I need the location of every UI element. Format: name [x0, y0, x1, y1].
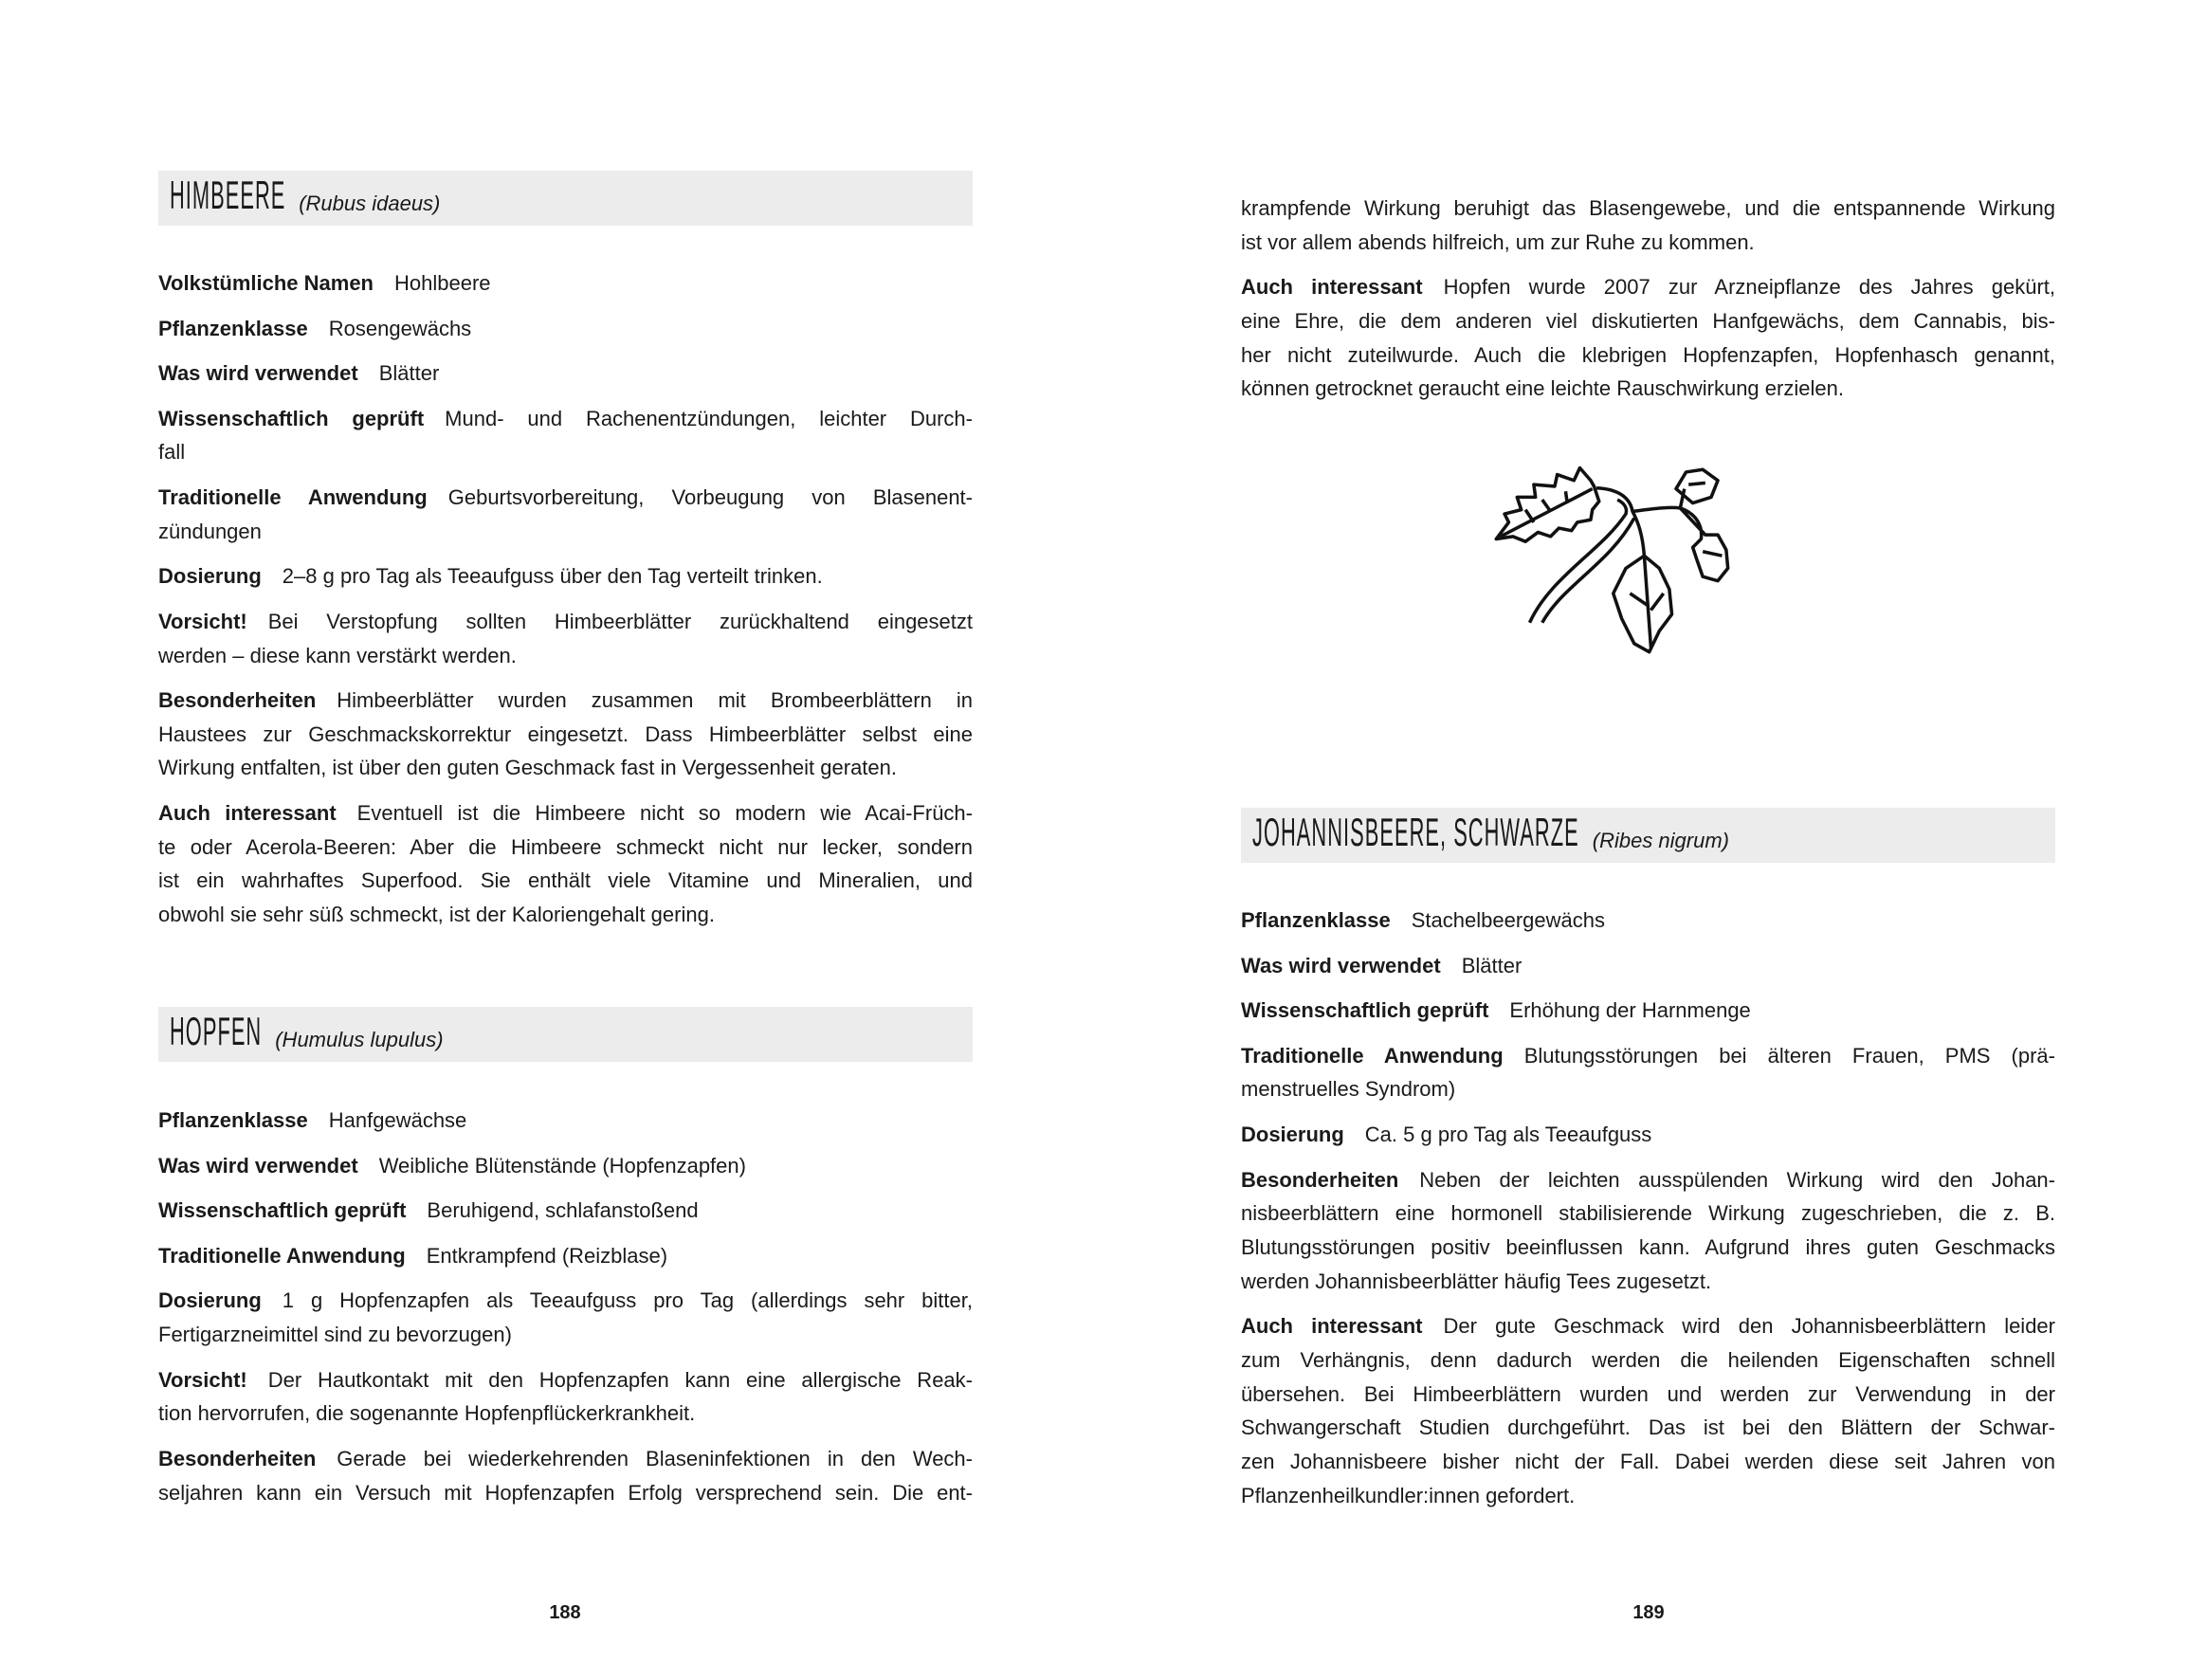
entry-text: Blätter — [1461, 953, 1522, 977]
entry-line — [158, 1476, 973, 1510]
entry-label: Was wird verwendet — [158, 1153, 358, 1178]
hop-branch-illustration — [1484, 450, 1768, 678]
entry-line — [1241, 270, 2055, 304]
entry-line — [158, 898, 973, 932]
entry-text: Stachelbeergewächs — [1411, 908, 1605, 932]
entry-text: Pflanzenheilkundler:innen gefordert. — [1241, 1483, 1576, 1507]
entry-line — [158, 266, 973, 301]
entry-text: können getrocknet geraucht eine leichte Rauschwirkung erzielen. — [1241, 376, 1844, 401]
section-title: HIMBEERE — [170, 173, 286, 217]
entry-text: ist vor allem abends hilfreich, um zur Ruhe zu kommen. — [1241, 229, 1755, 254]
page-number-left: 188 — [549, 1602, 581, 1623]
entry-text: Eventuell ist die Himbeere nicht so modern wie Acai-Früch- — [356, 801, 973, 826]
entry-text: menstruelles Syndrom) — [1241, 1077, 1456, 1102]
entry-line — [1241, 1479, 2055, 1513]
entry-text: werden Johannisbeerblätter häufig Tees zugesetzt. — [1241, 1269, 1712, 1293]
entry-line — [158, 559, 973, 593]
entry-line — [1241, 994, 2055, 1028]
entry-line — [1241, 192, 2055, 226]
entry-text: Blätter — [378, 361, 440, 386]
entry-text: seljahren kann ein Versuch mit Hopfenzapfen Erfolg versprechend sein. Die ent- — [158, 1480, 973, 1505]
entry-text: Beruhigend, schlafanstoßend — [427, 1198, 699, 1223]
latin-name: (Rubus idaeus) — [299, 192, 441, 215]
section-header-johannisbeere — [1241, 808, 2055, 863]
entry-text: 1 g Hopfenzapfen als Teeaufguss pro Tag (allerdings sehr bitter, — [282, 1288, 973, 1313]
entries-hopfen — [158, 1104, 973, 1521]
entry — [158, 1194, 973, 1228]
entry-text: obwohl sie sehr süß schmeckt, ist der Kaloriengehalt gering. — [158, 903, 715, 927]
entry — [1241, 270, 2055, 406]
entry-text: Der Hautkontakt mit den Hopfenzapfen kann eine allergische Reak- — [267, 1367, 973, 1392]
entry-label: Dosierung — [158, 564, 262, 589]
entry-text: Himbeerblätter wurden zusammen mit Brombeerblättern in — [337, 688, 973, 713]
entry-line — [158, 312, 973, 346]
entry-line — [1241, 1163, 2055, 1197]
entry-label: Besonderheiten — [158, 688, 317, 713]
entry-text: zen Johannisbeere bisher nicht der Fall. Dabei werden diese seit Jahren von — [1241, 1449, 2055, 1473]
entry-line — [1241, 304, 2055, 338]
entry-line — [158, 402, 973, 436]
entry — [158, 312, 973, 346]
entry-line — [158, 751, 973, 785]
entry-line — [1241, 1118, 2055, 1152]
entry-text: her nicht zuteilwurde. Auch die klebrigen Hopfenzapfen, Hopfenhasch genannt, — [1241, 342, 2055, 367]
entry-text: Hanfgewächse — [328, 1108, 467, 1132]
entry-text: Neben der leichten ausspülenden Wirkung wird den Johan- — [1419, 1167, 2055, 1192]
entry-label: Was wird verwendet — [1241, 953, 1441, 977]
entry-label: Pflanzenklasse — [158, 316, 308, 340]
entry-line — [1241, 1231, 2055, 1265]
entry-line — [158, 1397, 973, 1431]
entry — [1241, 949, 2055, 983]
entry-line — [1241, 1411, 2055, 1445]
latin-name: (Humulus lupulus) — [275, 1028, 444, 1051]
entry-line — [158, 1363, 973, 1397]
entry-label: Traditionelle Anwendung — [158, 485, 428, 509]
entry-line — [1241, 1309, 2055, 1343]
entry-text: Hohlbeere — [394, 271, 491, 295]
entry-line — [1241, 904, 2055, 938]
entry-label: Wissenschaftlich geprüft — [158, 406, 425, 430]
entry-text: krampfende Wirkung beruhigt das Blasengewebe, und die entspannende Wirkung — [1241, 196, 2055, 220]
entry-label: Was wird verwendet — [158, 361, 358, 386]
entry-text: zum Verhängnis, denn dadurch werden die heilenden Eigenschaften schnell — [1241, 1347, 2055, 1372]
latin-name: (Ribes nigrum) — [1592, 829, 1730, 852]
entry-line — [1241, 1445, 2055, 1479]
entry-label: Traditionelle Anwendung — [158, 1243, 406, 1268]
entries-hopfen-continued — [1241, 192, 2055, 417]
entry — [1241, 1163, 2055, 1299]
entry-line — [1241, 1378, 2055, 1412]
entry — [158, 481, 973, 548]
entry-text: Fertigarzneimittel sind zu bevorzugen) — [158, 1323, 512, 1346]
entry-text: Blutungsstörungen bei älteren Frauen, PMS (prä- — [1523, 1043, 2055, 1068]
entry-line — [158, 1318, 973, 1352]
entry — [158, 402, 973, 469]
entry-line — [1241, 1072, 2055, 1106]
entry — [158, 1149, 973, 1183]
entry-label: Pflanzenklasse — [158, 1108, 308, 1132]
entry-label: Volkstümliche Namen — [158, 271, 374, 295]
entry-line — [1241, 1265, 2055, 1299]
section-header-hopfen — [158, 1007, 973, 1062]
entry-text: Geburtsvorbereitung, Vorbeugung von Blasenent- — [447, 485, 973, 509]
entry-line — [158, 1284, 973, 1318]
entry-text: fall — [158, 440, 186, 465]
entry-text: Ca. 5 g pro Tag als Teeaufguss — [1364, 1123, 1652, 1146]
entry-line — [1241, 1039, 2055, 1073]
entry-line — [1241, 338, 2055, 373]
entry — [158, 684, 973, 785]
entry-text: Wirkung entfalten, ist über den guten Geschmack fast in Vergessenheit geraten. — [158, 756, 898, 780]
entries-himbeere — [158, 266, 973, 943]
entry-text: Hopfen wurde 2007 zur Arzneipflanze des Jahres gekürt, — [1443, 275, 2055, 300]
entry-label: Dosierung — [1241, 1123, 1344, 1146]
entry — [1241, 1039, 2055, 1106]
entry — [158, 266, 973, 301]
entry-line — [1241, 226, 2055, 260]
entry — [158, 559, 973, 593]
entry-text: Schwangerschaft Studien durchgeführt. Das ist bei den Blättern der Schwar- — [1241, 1415, 2055, 1440]
entry-text: Gerade bei wiederkehrenden Blaseninfektionen in den Wech- — [337, 1446, 973, 1470]
entry-line — [1241, 1343, 2055, 1378]
entry-label: Besonderheiten — [1241, 1167, 1399, 1192]
entry-text: übersehen. Bei Himbeerblättern wurden und werden zur Verwendung in der — [1241, 1381, 2055, 1406]
entry-text: Weibliche Blütenstände (Hopfenzapfen) — [378, 1153, 746, 1178]
entry-text: Rosengewächs — [328, 316, 472, 340]
entry-line — [158, 1194, 973, 1228]
entry-line — [158, 639, 973, 673]
entry-label: Vorsicht! — [158, 1367, 247, 1392]
entry-line — [158, 831, 973, 865]
entry-text: Entkrampfend (Reizblase) — [426, 1243, 668, 1268]
entry — [158, 1104, 973, 1138]
entries-johannisbeere — [1241, 904, 2055, 1524]
section-header-himbeere — [158, 171, 973, 226]
entry-text: Bei Verstopfung sollten Himbeerblätter zurückhaltend eingesetzt — [267, 609, 973, 633]
entry-text: nisbeerblättern eine hormonell stabilisierende Wirkung zugeschrieben, die z. B. — [1241, 1201, 2055, 1226]
entry-text: zündungen — [158, 519, 262, 543]
entry-line — [1241, 949, 2055, 983]
entry-text: Blutungsstörungen positiv beeinflussen kann. Aufgrund ihres guten Geschmacks — [1241, 1234, 2055, 1259]
section-title: JOHANNISBEERE, SCHWARZE — [1252, 810, 1579, 854]
entry-label: Dosierung — [158, 1288, 262, 1313]
entry — [1241, 994, 2055, 1028]
entry-label: Vorsicht! — [158, 609, 247, 633]
entry-line — [158, 1149, 973, 1183]
entry — [1241, 1309, 2055, 1512]
entry-line — [1241, 372, 2055, 406]
entry-label: Pflanzenklasse — [1241, 908, 1391, 932]
entry-label: Wissenschaftlich geprüft — [158, 1198, 407, 1223]
entry — [158, 605, 973, 672]
entry-text: 2–8 g pro Tag als Teeaufguss über den Tag verteilt trinken. — [282, 564, 823, 589]
entry-line — [158, 684, 973, 718]
entry-line — [158, 435, 973, 469]
entry-label: Besonderheiten — [158, 1446, 317, 1470]
entry-line — [158, 796, 973, 831]
entry — [158, 1284, 973, 1351]
entry-text: Erhöhung der Harnmenge — [1509, 998, 1751, 1023]
entry-line — [158, 605, 973, 639]
entry — [1241, 1118, 2055, 1152]
page-number-right: 189 — [1632, 1602, 1665, 1623]
entry — [158, 1442, 973, 1509]
entry — [158, 1239, 973, 1273]
entry-text: Der gute Geschmack wird den Johannisbeerblättern leider — [1443, 1314, 2055, 1339]
entry-label: Wissenschaftlich geprüft — [1241, 998, 1489, 1023]
entry-line — [158, 1104, 973, 1138]
entry-text: werden – diese kann verstärkt werden. — [158, 643, 517, 667]
entry-text: tion hervorrufen, die sogenannte Hopfenpflückerkrankheit. — [158, 1401, 696, 1426]
entry-label: Traditionelle Anwendung — [1241, 1043, 1504, 1068]
entry — [158, 1363, 973, 1431]
entry-text: Haustees zur Geschmackskorrektur eingesetzt. Dass Himbeerblätter selbst eine — [158, 721, 973, 746]
section-title: HOPFEN — [170, 1009, 263, 1053]
entry-line — [158, 1239, 973, 1273]
entry-text: ist ein wahrhaftes Superfood. Sie enthält viele Vitamine und Mineralien, und — [158, 868, 973, 893]
entry-label: Auch interessant — [1241, 275, 1423, 300]
entry-line — [158, 718, 973, 752]
entry-line — [158, 1442, 973, 1476]
entry-label: Auch interessant — [158, 801, 337, 826]
entry-text: Mund- und Rachenentzündungen, leichter Durch- — [445, 406, 973, 430]
entry — [158, 356, 973, 391]
entry-line — [158, 481, 973, 515]
entry-line — [158, 515, 973, 549]
entry — [158, 796, 973, 932]
entry-label: Auch interessant — [1241, 1314, 1423, 1339]
entry-text: eine Ehre, die dem anderen viel diskutierten Hanfgewächs, dem Cannabis, bis- — [1241, 308, 2055, 333]
entry-line — [158, 356, 973, 391]
entry — [1241, 192, 2055, 259]
entry-text: te oder Acerola-Beeren: Aber die Himbeere schmeckt nicht nur lecker, sondern — [158, 834, 973, 859]
entry — [1241, 904, 2055, 938]
entry-line — [158, 864, 973, 898]
entry-line — [1241, 1196, 2055, 1231]
